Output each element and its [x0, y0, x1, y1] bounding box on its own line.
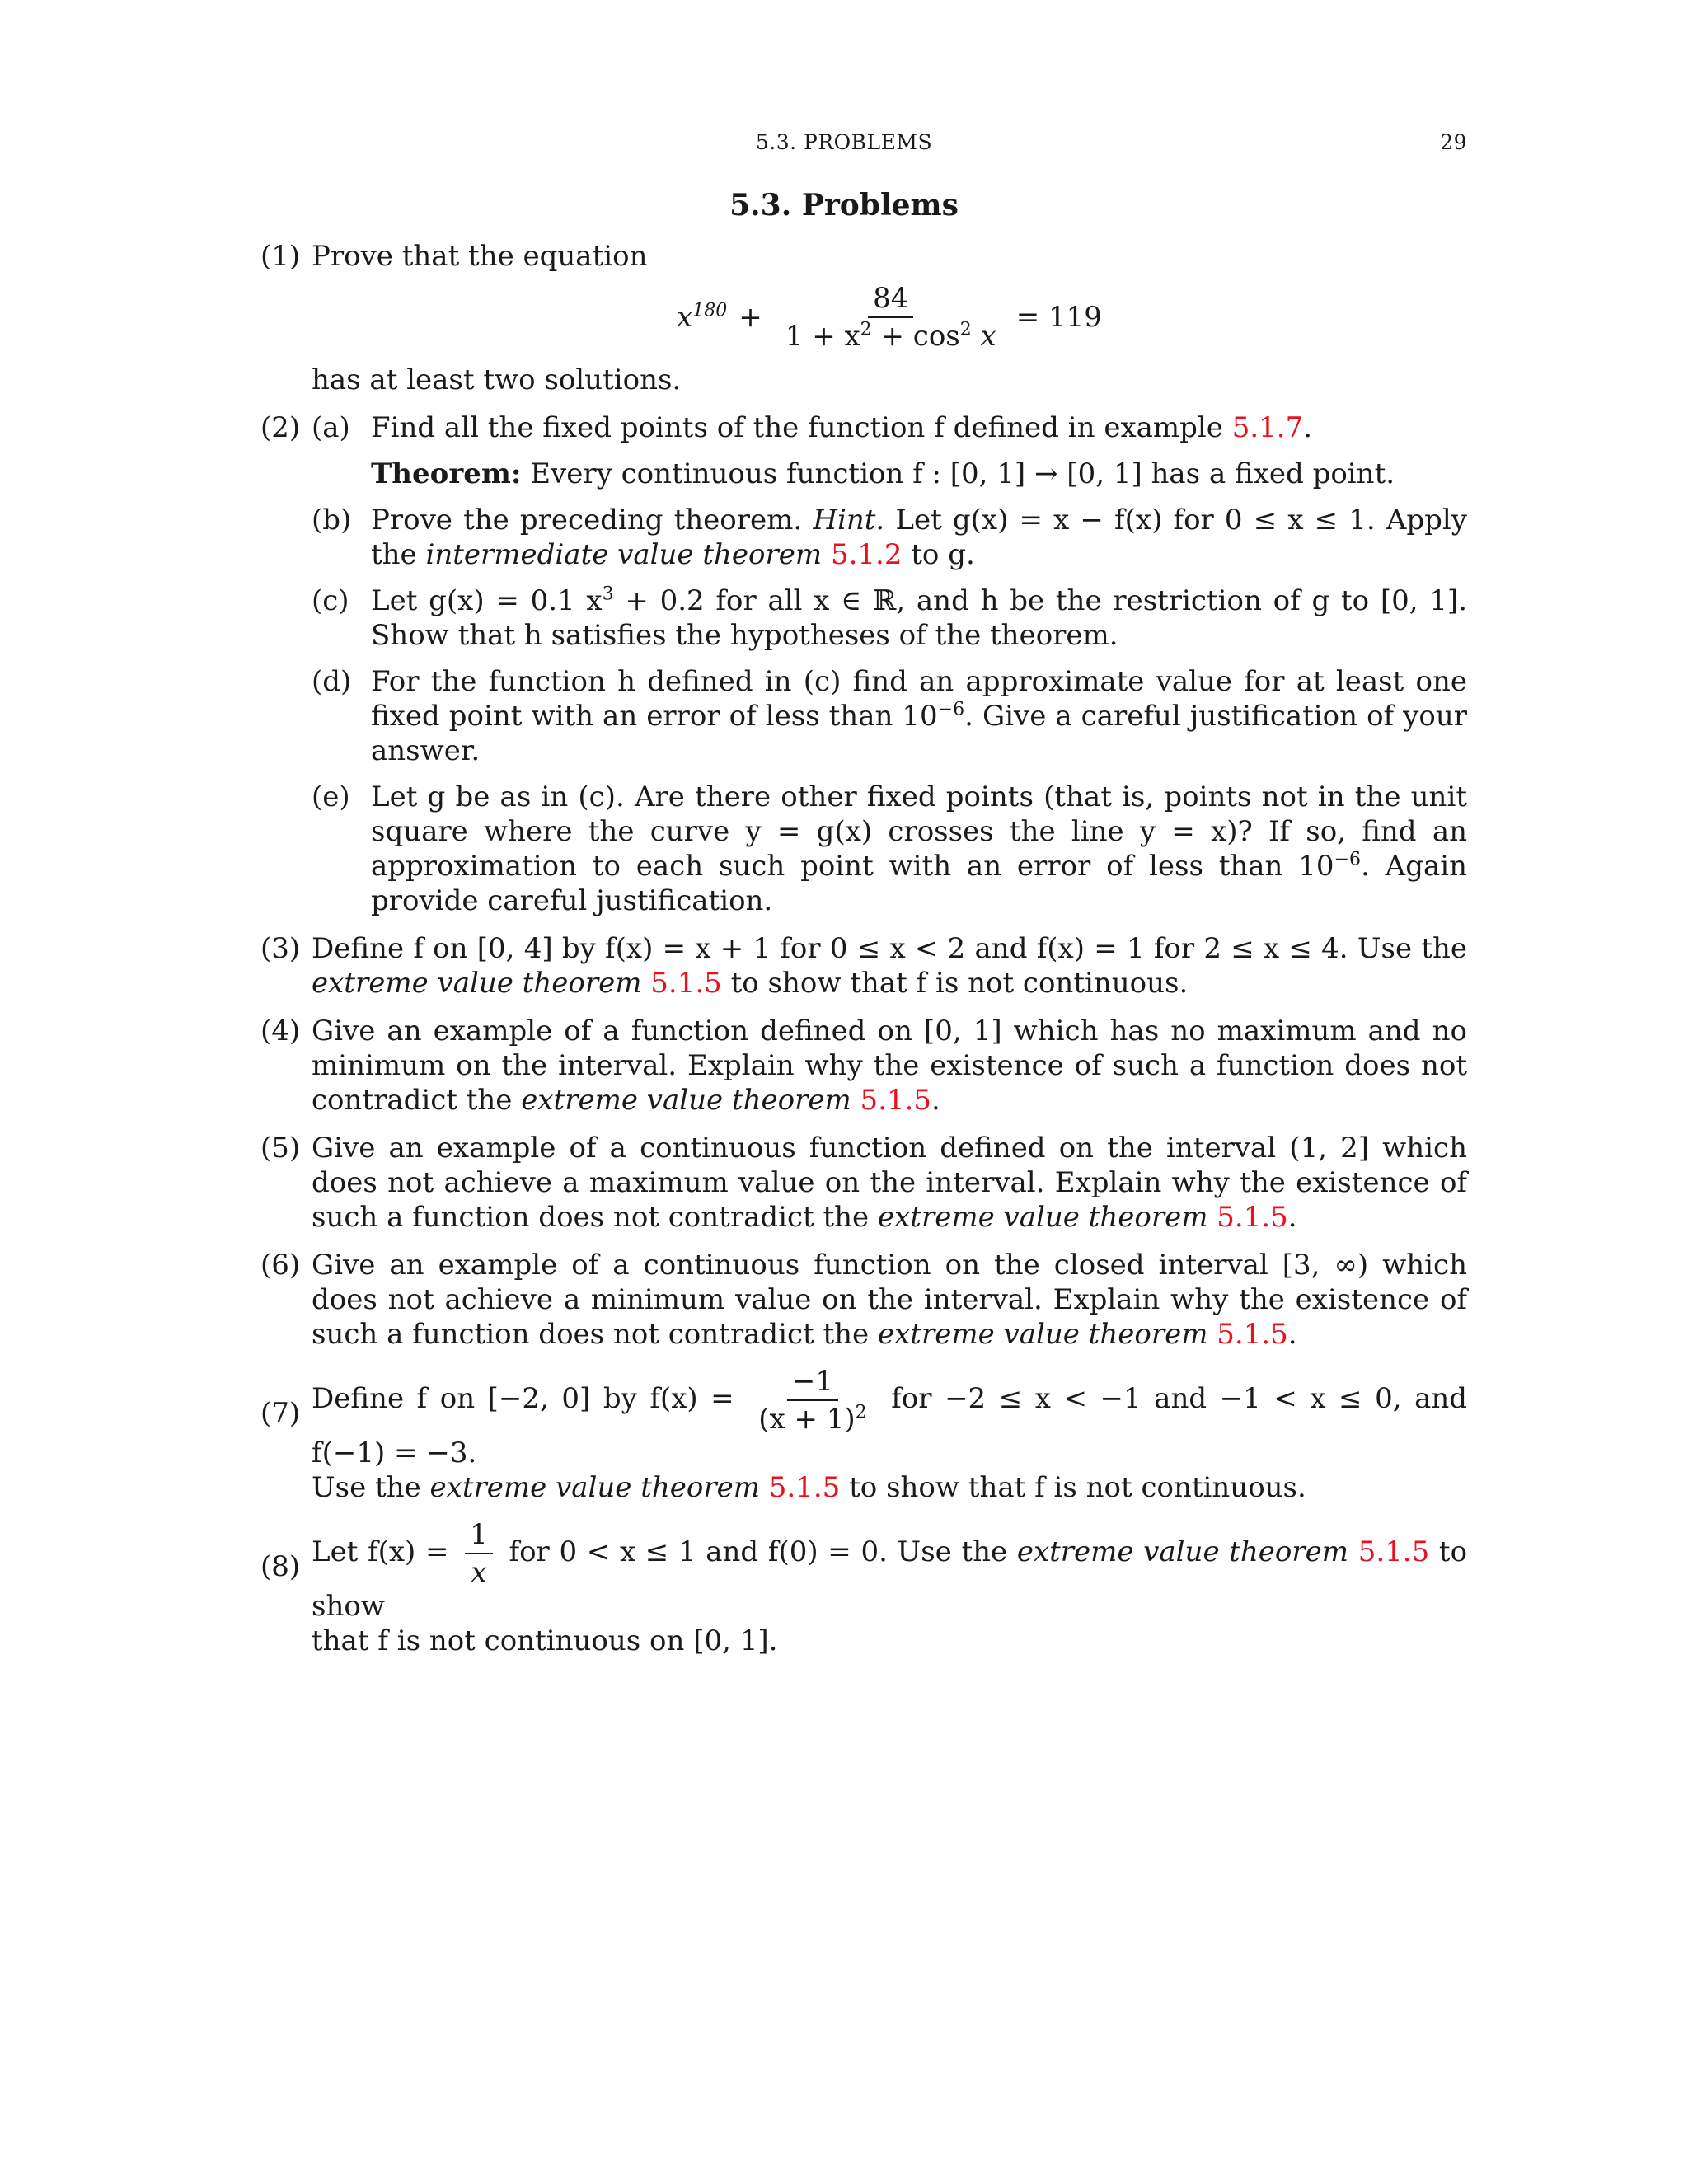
theorem-label: Theorem: — [371, 457, 522, 490]
cross-reference-link[interactable]: 5.1.7 — [1231, 411, 1304, 444]
equation-rhs: = 119 — [1015, 301, 1102, 334]
display-equation — [260, 282, 1518, 353]
subproblem-label: (b) — [312, 504, 352, 537]
fraction-denominator: x — [471, 1556, 487, 1589]
subproblem-d: (d) For the function h defined in (c) find an approximate value for at least one fixed point with an error of less than $10^{-6}$. Give a careful justification of your answer. — [312, 665, 1467, 767]
cross-reference-link[interactable]: 5.1.5 — [1357, 1535, 1430, 1568]
problem-text: has at least two solutions. — [312, 363, 682, 396]
subproblem-c: (c) Let g(x) = 0.1 $x^3 + 0.2$ for all x ∈ ℝ, and h be the restriction of g to [0, 1]. Show that h satisfies the hypotheses of the theorem. — [312, 583, 1468, 652]
theorem-text: Every continuous function f : [0, 1] → [0, 1] has a fixed point. — [530, 457, 1395, 490]
problem-number: (8) — [260, 1550, 301, 1583]
inline-fraction — [465, 1518, 493, 1589]
equation-operator: + — [738, 301, 762, 334]
subproblem-a: (a) Find all the fixed points of the function f defined in example 5.1.7. — [312, 411, 1313, 444]
problem-number: (4) — [260, 1015, 301, 1047]
problem-list — [260, 239, 1467, 1671]
cross-reference-link[interactable]: 5.1.5 — [860, 1084, 932, 1117]
section-title: 5.3. Problems — [729, 188, 959, 223]
problem-5: (5) Give an example of a continuous function defined on the interval (1, 2] which does not achieve a maximum value on the interval. Explain why the existence of such a function does not contradict the extreme value theorem 5.1.5. — [260, 1132, 1467, 1234]
problem-3: (3) Define f on [0, 4] by f(x) = x + 1 for 0 ≤ x < 2 and f(x) = 1 for 2 ≤ x ≤ 4. Use the extreme value theorem 5.1.5 to show that f is not continuous. — [260, 932, 1467, 1000]
fraction-denominator: $(x + 1)^2$ — [758, 1402, 867, 1436]
cross-reference-link[interactable]: 5.1.5 — [768, 1471, 841, 1504]
fraction-numerator: −1 — [787, 1365, 838, 1401]
problem-number: (1) — [260, 240, 301, 273]
fraction-denominator: $1 + x^2 + \cos^2 x$ — [785, 319, 996, 353]
problem-6: (6) Give an example of a continuous function on the closed interval [3, ∞) which does not achieve a minimum value on the interval. Explain why the existence of such a function does not contradict the extreme value theorem 5.1.5. — [260, 1249, 1467, 1351]
problem-number: (7) — [260, 1397, 301, 1430]
problem-text: Prove that the equation — [312, 240, 648, 273]
cross-reference-link[interactable]: 5.1.5 — [1217, 1201, 1288, 1234]
problem-number: (5) — [260, 1132, 301, 1165]
problem-number: (2) — [260, 411, 301, 444]
subproblem-b: (b) Prove the preceding theorem. Hint. Let g(x) = x − f(x) for 0 ≤ x ≤ 1. Apply the intermediate value theorem 5.1.2 to g. — [312, 504, 1467, 571]
problem-1 — [260, 239, 1467, 397]
problem-7: (7) Define f on [−2, 0] by f(x) = $\frac{-1}{(x + 1)^2}$ for −2 ≤ x < −1 and −1 < x ≤ 0, and f(−1) = −3. Use the extreme value theorem 5.1.5 to show that f is not continuous. — [260, 1365, 1467, 1504]
page-number: 29 — [1440, 130, 1467, 154]
running-title: 5.3. PROBLEMS — [755, 130, 933, 154]
subproblem-label: (e) — [312, 780, 350, 813]
problem-4: (4) Give an example of a function defined on [0, 1] which has no maximum and no minimum on the interval. Explain why the existence of such a function does not contradict the extreme value theorem 5.1.5. — [260, 1015, 1467, 1117]
equation-term: $x^{180}$ — [677, 300, 728, 334]
fraction-numerator: 1 — [465, 1518, 493, 1554]
fraction-numerator: 84 — [868, 282, 913, 318]
inline-fraction — [753, 1365, 871, 1436]
subproblem-e: (e) Let g be as in (c). Are there other fixed points (that is, points not in the unit square where the curve y = g(x) crosses the line y = x)? If so, find an approximation to each such point with an error of less than $10^{-6}$. Again provide careful justification. — [312, 780, 1468, 917]
problem-2 — [260, 410, 1467, 918]
subproblem-label: (d) — [312, 665, 352, 698]
cross-reference-link[interactable]: 5.1.2 — [830, 538, 903, 571]
theorem-statement — [312, 457, 1467, 491]
problem-text: that f is not continuous on [0, 1]. — [312, 1624, 778, 1657]
equation-fraction — [781, 282, 1001, 353]
subproblem-label: (a) — [312, 411, 350, 444]
problem-number: (3) — [260, 932, 301, 965]
problem-8: (8) Let f(x) = $\frac{1}{x}$ for 0 < x ≤ 1 and f(0) = 0. Use the extreme value theorem 5.1.5 to show that f is not continuous on [0, 1]. — [260, 1518, 1468, 1657]
cross-reference-link[interactable]: 5.1.5 — [650, 967, 722, 1000]
problem-number: (6) — [260, 1249, 301, 1282]
subproblem-label: (c) — [312, 584, 349, 617]
cross-reference-link[interactable]: 5.1.5 — [1217, 1318, 1288, 1351]
